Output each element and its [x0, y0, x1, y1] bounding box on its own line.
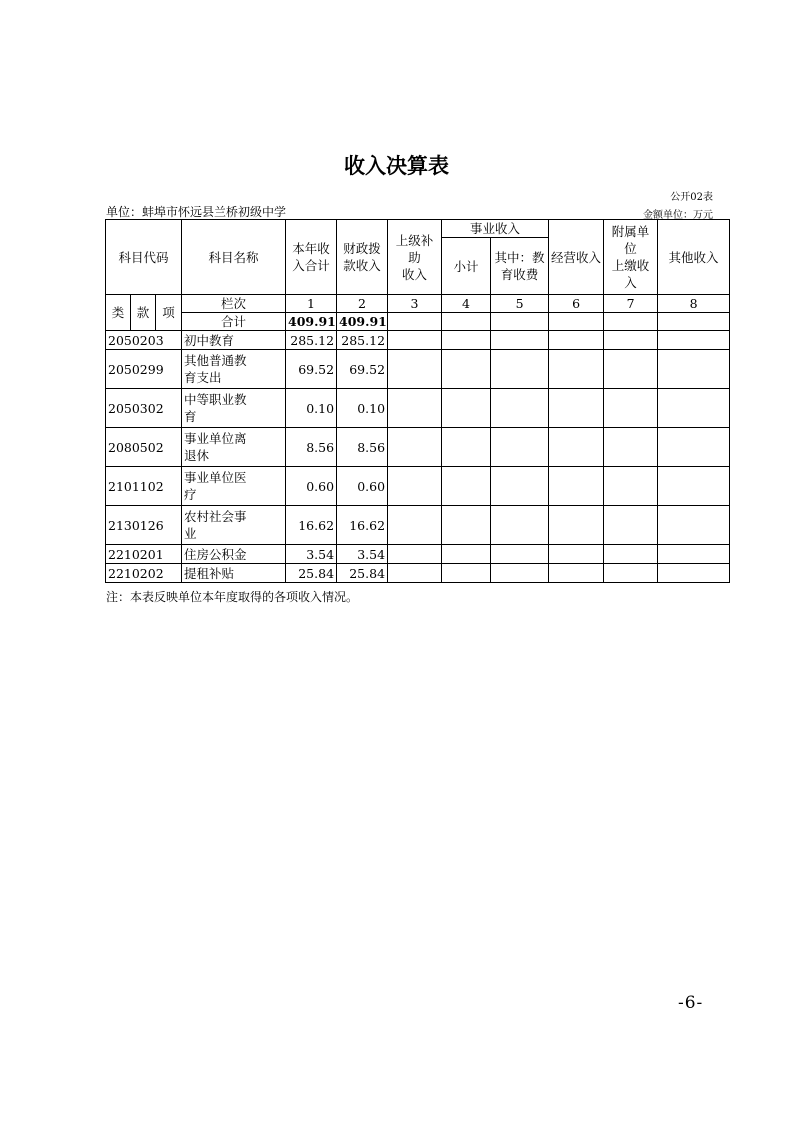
row-total: 16.62 — [286, 506, 337, 545]
row-code: 2101102 — [106, 467, 182, 506]
row-code: 2080502 — [106, 428, 182, 467]
row-fiscal: 0.10 — [337, 389, 388, 428]
header-subtotal: 小计 — [442, 238, 491, 295]
income-table — [105, 219, 730, 583]
row-name: 提租补贴 — [182, 564, 286, 583]
header-total: 本年收 入合计 — [286, 220, 337, 295]
header-row-1 — [106, 220, 730, 238]
column-number: 3 — [388, 295, 442, 313]
row-name: 其他普通教 育支出 — [182, 350, 286, 389]
unit-label: 单位：蚌埠市怀远县兰桥初级中学 — [106, 205, 287, 219]
row-name: 事业单位离 退休 — [182, 428, 286, 467]
table-row — [106, 467, 730, 506]
header-heji: 合计 — [182, 313, 286, 331]
row-name: 中等职业教 育 — [182, 389, 286, 428]
row-fiscal: 285.12 — [337, 331, 388, 350]
row-total: 0.10 — [286, 389, 337, 428]
header-name: 科目名称 — [182, 220, 286, 295]
table-row — [106, 428, 730, 467]
row-total: 25.84 — [286, 564, 337, 583]
header-fiscal: 财政拨 款收入 — [337, 220, 388, 295]
form-number: 公开02表 — [670, 192, 713, 203]
row-code: 2050203 — [106, 331, 182, 350]
column-number: 7 — [604, 295, 658, 313]
table-row — [106, 506, 730, 545]
row-fiscal: 8.56 — [337, 428, 388, 467]
table-note: 注：本表反映单位本年度取得的各项收入情况。 — [106, 590, 359, 604]
total-fiscal-value: 409.91 — [337, 313, 388, 331]
row-fiscal: 16.62 — [337, 506, 388, 545]
row-total: 285.12 — [286, 331, 337, 350]
total-income-value: 409.91 — [286, 313, 337, 331]
totals-row — [106, 313, 730, 331]
column-number-row — [106, 295, 730, 313]
header-business: 事业收入 — [442, 220, 549, 238]
table-row — [106, 350, 730, 389]
column-number: 5 — [491, 295, 549, 313]
row-code: 2210201 — [106, 545, 182, 564]
column-number: 8 — [658, 295, 730, 313]
header-affiliated: 附属单位 上缴收入 — [604, 220, 658, 295]
header-lanci: 栏次 — [182, 295, 286, 313]
table-row — [106, 331, 730, 350]
header-kuan: 款 — [131, 295, 156, 331]
row-name: 住房公积金 — [182, 545, 286, 564]
row-total: 3.54 — [286, 545, 337, 564]
header-other: 其他收入 — [658, 220, 730, 295]
row-code: 2210202 — [106, 564, 182, 583]
header-xiang: 项 — [156, 295, 182, 331]
row-name: 事业单位医 疗 — [182, 467, 286, 506]
row-fiscal: 69.52 — [337, 350, 388, 389]
header-edu-fee: 其中：教 育收费 — [491, 238, 549, 295]
row-code: 2050299 — [106, 350, 182, 389]
row-fiscal: 0.60 — [337, 467, 388, 506]
row-total: 0.60 — [286, 467, 337, 506]
column-number: 4 — [442, 295, 491, 313]
table-row — [106, 564, 730, 583]
row-total: 8.56 — [286, 428, 337, 467]
header-lei: 类 — [106, 295, 131, 331]
table-row — [106, 545, 730, 564]
column-number: 2 — [337, 295, 388, 313]
page-number: -6- — [678, 993, 704, 1013]
row-code: 2130126 — [106, 506, 182, 545]
document-title: 收入决算表 — [344, 154, 449, 178]
header-operating: 经营收入 — [549, 220, 604, 295]
row-name: 初中教育 — [182, 331, 286, 350]
row-total: 69.52 — [286, 350, 337, 389]
row-fiscal: 25.84 — [337, 564, 388, 583]
header-superior: 上级补助 收入 — [388, 220, 442, 295]
row-fiscal: 3.54 — [337, 545, 388, 564]
column-number: 6 — [549, 295, 604, 313]
money-unit-label: 金额单位：万元 — [643, 210, 713, 221]
row-name: 农村社会事 业 — [182, 506, 286, 545]
column-number: 1 — [286, 295, 337, 313]
table-row — [106, 389, 730, 428]
header-code: 科目代码 — [106, 220, 182, 295]
row-code: 2050302 — [106, 389, 182, 428]
